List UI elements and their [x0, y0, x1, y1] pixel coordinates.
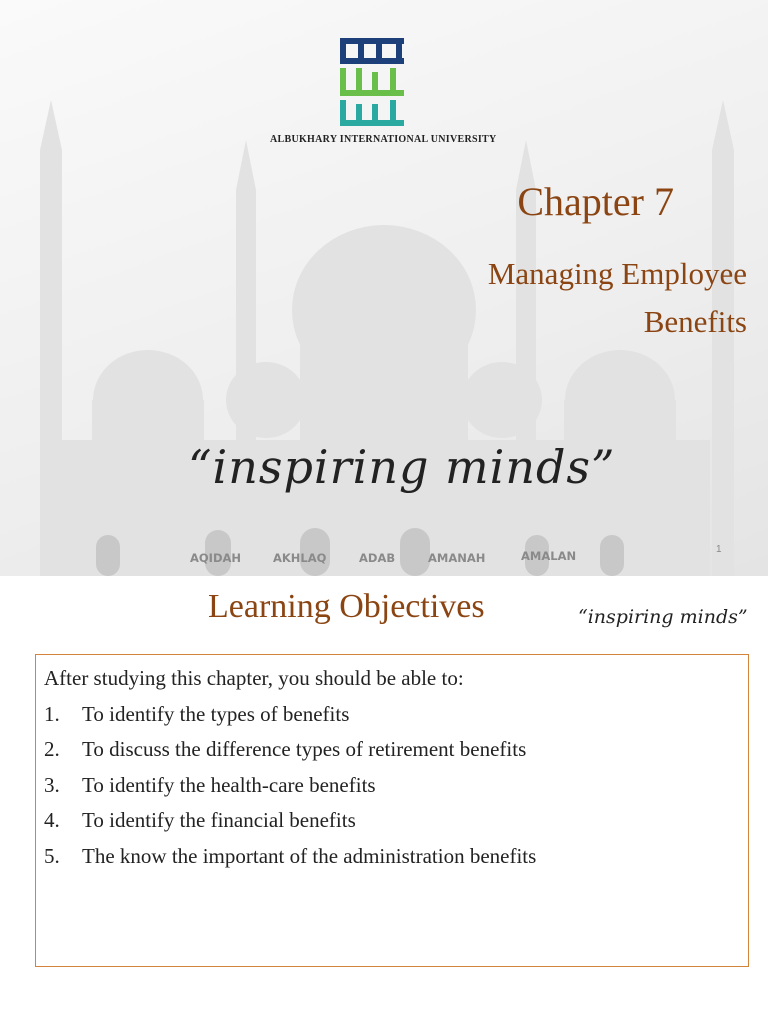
objectives-slide [0, 576, 768, 1024]
objective-text: The know the important of the administration benefits [82, 843, 537, 868]
value-label: AQIDAH [190, 551, 242, 565]
value-label: AMANAH [428, 551, 486, 565]
objective-number: 3. [44, 772, 60, 797]
university-name-text: ALBUKHARY INTERNATIONAL UNIVERSITY [270, 134, 497, 145]
objective-item [44, 839, 740, 875]
objective-text: To identify the financial benefits [82, 808, 356, 832]
university-logo [338, 36, 406, 128]
value-label: AMALAN [521, 549, 577, 563]
tagline: “inspiring minds” [188, 440, 616, 494]
chapter-subtitle [488, 250, 747, 346]
objective-item [44, 768, 740, 804]
intro-text: After studying this chapter, you should be able to: [44, 666, 464, 690]
objective-item [44, 803, 740, 839]
chapter-title: Chapter 7 [517, 179, 674, 224]
objective-text: To identify the types of benefits [82, 701, 350, 726]
objective-number: 5. [44, 843, 60, 868]
subtitle-line-1: Managing Employee [487, 256, 747, 291]
objective-text: To identify the health-care benefits [82, 772, 376, 797]
objective-item [44, 697, 740, 733]
objective-number: 2. [44, 737, 60, 761]
objective-text: To discuss the difference types of retirement benefits [82, 737, 527, 761]
objective-number: 1. [44, 701, 60, 726]
subtitle-line-2: Benefits [643, 304, 747, 339]
objectives-box [35, 654, 749, 967]
slide-title: Learning Objectives [208, 588, 485, 625]
value-label: ADAB [359, 551, 396, 565]
tagline: “inspiring minds” [578, 606, 748, 628]
objective-number: 4. [44, 808, 60, 832]
page-number: 1 [716, 544, 722, 555]
objective-item [44, 732, 740, 768]
value-label: AKHLAQ [273, 551, 327, 565]
